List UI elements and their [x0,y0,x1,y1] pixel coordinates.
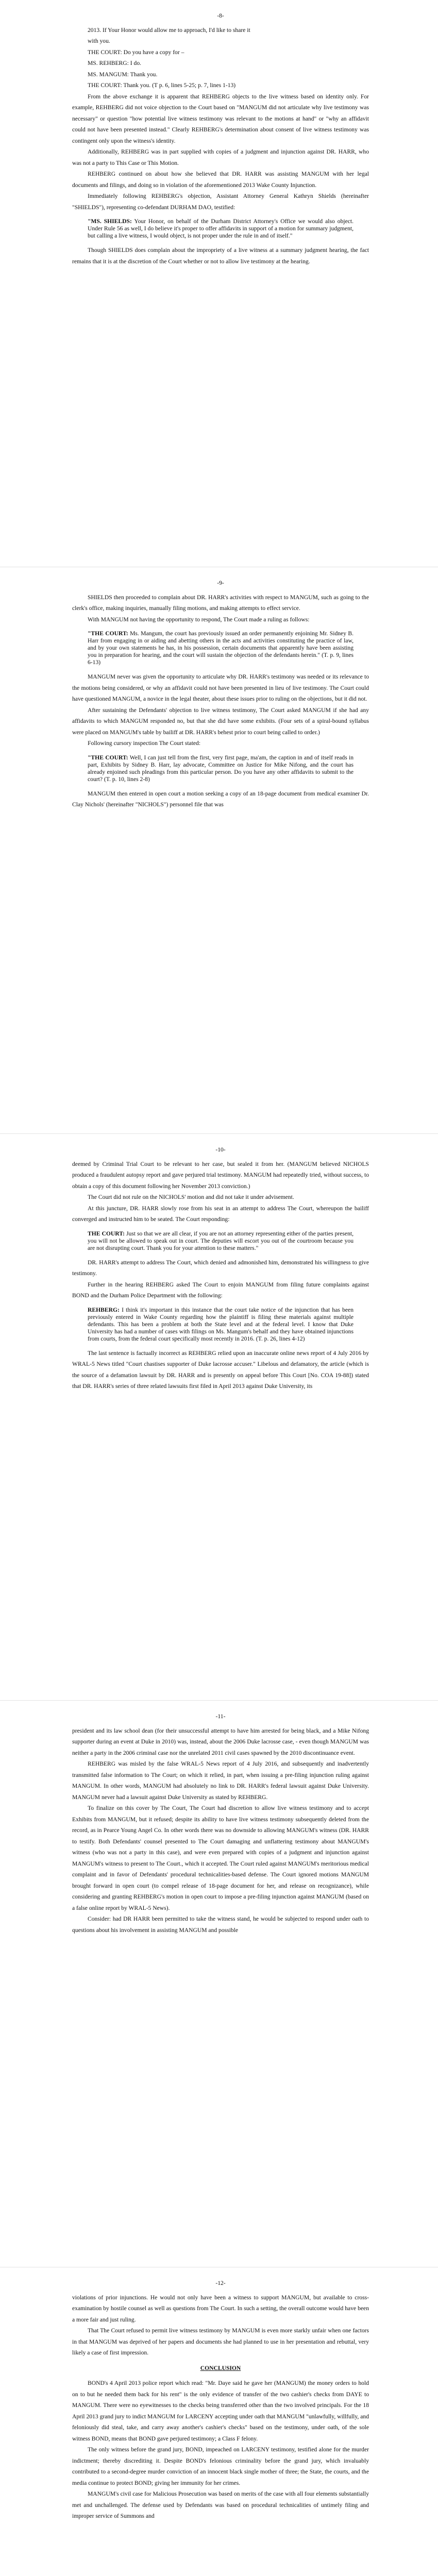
paragraph: DR. HARR's attempt to address The Court, which denied and admonished him, demonstrated his willingness to give testimony. [72,1259,369,1277]
page-number: -11- [215,1713,226,1720]
page-number: -9- [217,580,224,586]
block-quote [88,1230,353,1252]
paragraph: Further in the hearing REHBERG asked The Court to enjoin MANGUM from filing future complaints against BOND and the Durham Police Department with the following: [72,1281,369,1299]
paragraph: The Court did not rule on the NICHOLS' motion and did not take it under advisement. [88,1194,294,1200]
transcript-line: MS. REHBERG: I do. [88,60,142,66]
paragraph-continuation: president and its law school dean (for their unsuccessful attempt to have him arrested for being black, and a Mike Nifong supporter during an event at Duke in 2010) was, instead, about the 2006 Duke lacrosse case, - even though MANGUM was neither a party in the 2006 criminal case nor the unrelated 2011 civil cases spawned by the 2010 discontinuance event. [72,1727,369,1756]
transcript-line: 2013. If Your Honor would allow me to approach, I'd like to share it [88,26,250,33]
page [0,0,438,567]
paragraph: That The Court refused to permit live witness testimony by MANGUM is even more starkly unfair when one factors in that MANGUM was deprived of her papers and documents she had planned to use in her presentation and rebuttal, very likely a case of first impression. [72,2327,369,2356]
paragraph: MANGUM's civil case for Malicious Prosecution was based on merits of the case with all four elements substantially met and unchallenged. The defense used by Defendants was based on procedural technicalities of untimely filing and improper service of Summons and [72,2490,369,2519]
page [0,567,438,1133]
transcript-line: THE COURT: Do you have a copy for – [88,48,184,56]
section-heading: CONCLUSION [200,2364,241,2371]
paragraph: Though SHIELDS does complain about the impropriety of a live witness at a summary judgment hearing, the fact remains that it is at the discretion of the Court whether or not to allow live testimony at the hearing. [72,247,369,265]
paragraph: After sustaining the Defendants' objection to live witness testimony, The Court asked MANGUM if she had any affidavits to which MANGUM responded no, but that she did have some exhibits. (Four sets of a spiral-bound syllabus were placed on MANGUM's table by bailiff at DR. HARR's behest prior to court being called to order.) [72,706,369,736]
paragraph-continuation: violations of prior injunctions. He would not only have been a witness to support MANGUM, but available to cross-examination by hostile counsel as well as questions from The Court. In such a setting, the overall outcome would have been a more fair and just ruling. [72,2294,369,2323]
paragraph: Consider: had DR HARR been permitted to take the witness stand, he would be subjected to respond under oath to questions about his involvement in assisting MANGUM and possible [72,1916,369,1934]
paragraph: Immediately following REHBERG's objection, Assistant Attorney General Kathryn Shields (hereinafter "SHIELDS"), representing co-defendant DURHAM DAO, testified: [72,193,369,211]
page [0,2267,438,2576]
transcript-line: THE COURT: Thank you. (T p. 6, lines 5-25; p. 7, lines 1-13) [88,82,236,89]
quote-speaker: REHBERG: [88,1306,120,1313]
paragraph: BOND's 4 April 2013 police report which read: "Mr. Daye said he gave her (MANGUM) the money orders to hold on to but he needed them back for his rent" is the only evidence of transfer of the two cashier's checks from DAYE to MANGUM. There were no eyewitnesses to the checks being transferred other than the two involved principals. For the 18 April 2013 grand jury to indict MANGUM for LARCENY accepting under oath that MANGUM "unlawfully, willfully, and feloniously did steal, take, and carry away another's cashier's checks" based on the testimony, under oath, of the sole witness BOND, means that BOND gave perjured testimony; a Class F felony. [72,2380,369,2442]
paragraph: Additionally, REHBERG was in part supplied with copies of a judgment and injunction against DR. HARR, who was not a party to This Case or This Motion. [72,148,369,166]
quote-text: I think it's important in this instance that the court take notice of the injunction that has been previously entered in Wake County regarding how the plaintiff is filing these materials against multiple defendants. This has been a problem at both the State level and at the federal level. I know that Duke University has had a number of cases with filings on Ms. Mangum's behalf and they have obtained injunctions from courts, from the federal court specifically most recently in 2016. (T. p. 26, lines 4-12) [88,1306,353,1342]
paragraph: At this juncture, DR. HARR slowly rose from his seat in an attempt to address The Court, whereupon the bailiff converged and instructed him to be seated. The Court responding: [72,1205,369,1223]
page-number: -8- [217,12,224,19]
paragraph: SHIELDS then proceeded to complain about DR. HARR's activities with respect to MANGUM, such as going to the clerk's office, making inquiries, manually filing motions, and making attempts to effect service. [72,594,369,612]
page-number: -12- [215,2280,226,2286]
block-quote [88,1307,353,1343]
page [0,1133,438,1700]
quote-text: Just so that we are all clear, if you are not an attorney representing either of the parties present, you will not be allowed to speak out in court. The deputies will escort you out of the courtroom because you are not disrupting court. Thank you for your attention to these matters." [88,1230,353,1251]
quote-text: Ms. Mangum, the court has previously issued an order permanently enjoining Mr. Sidney B. Harr from engaging in or aiding and abetting others in the acts and activities constituting the practice of law, and by your own statements he has, in his possession, certain documents that apparently have been assisting you in preparation for hearing, and the court will sustain the objection of the defendants herein." (T. p. 9, lines 6-13) [88,630,353,666]
quote-text: Well, I can just tell from the first, very first page, ma'am, the caption in and of itself reads in part, Exhibits by Sidney B. Harr, lay advocate, Committee on Justice for Mike Nifong, and the court has already enjoined such pleadings from this particular person. Do you have any other affidavits to submit to the court? (T. p. 10, lines 2-8) [88,754,353,783]
paragraph-continuation: deemed by Criminal Trial Court to be relevant to her case, but sealed it from her. (MANGUM believed NICHOLS produced a fraudulent autopsy report and gave perjured trial testimony. MANGUM had repeatedly tried, without success, to obtain a copy of this document following her November 2013 conviction.) [72,1160,369,1190]
block-quote [88,218,353,240]
quote-text: Your Honor, on behalf of the Durham District Attorney's Office we would also object. Under Rule 56 as well, I do believe it's proper to offer affidavits in support of a motion for summary judgment, but calling a live witness, I would object, is not proper under the rule in and of itself." [88,218,354,239]
quote-speaker: "THE COURT: [88,754,128,761]
page [0,1700,438,2267]
paragraph: The only witness before the grand jury, BOND, impeached on LARCENY testimony, testified alone for the murder indictment; thereby discrediting it. Despite BOND's felonious criminality before the grand jury, which invaluably contributed to a second-degree murder conviction of an innocent black single mother of three; the State, the courts, and the media continue to protect BOND; giving her immunity for her crimes. [72,2446,369,2486]
paragraph: Following cursory inspection The Court stated: [88,740,201,747]
block-quote [88,754,353,783]
paragraph: MANGUM never was given the opportunity to articulate why DR. HARR's testimony was needed or its relevance to the motions being considered, or why an affidavit could not have been presented in lieu of live testimony. The Court could have questioned MANGUM, a novice in the legal theater, about these issues prior to ruling on the objections, but it did not. [72,673,369,702]
quote-speaker: THE COURT: [88,1230,125,1237]
paragraph: The last sentence is factually incorrect as REHBERG relied upon an inaccurate online news report of 4 July 2016 by WRAL-5 News titled "Court chastises supporter of Duke lacrosse accuser." Libelous and defamatory, the article (which is the source of a defamation lawsuit by DR. HARR and is presently on appeal before This Court [No. COA 19-88]) stated that DR. HARR's series of three related lawsuits first filed in April 2013 against Duke University, its [72,1349,369,1389]
paragraph: REHBERG was misled by the false WRAL-5 News report of 4 July 2016, and subsequently and inadvertently transmitted false information to The Court; on which it relied, in part, when issuing a pre-filing injunction ruling against MANGUM. In other words, MANGUM had absolutely no link to DR. HARR's federal lawsuit against Duke University. MANGUM never had a lawsuit against Duke University as stated by REHBERG. [72,1760,369,1801]
quote-speaker: "MS. SHIELDS: [88,218,132,225]
block-quote [88,630,353,666]
paragraph: REHBERG continued on about how she believed that DR. HARR was assisting MANGUM with her legal documents and filings, and doing so in violation of the aforementioned 2013 Wake County Injunction. [72,171,369,189]
paragraph: From the above exchange it is apparent that REHBERG objects to the live witness based on identity only. For example, REHBERG did not voice objection to the Court based on "MANGUM did not articulate why live testimony was necessary" or question "how potential live witness testimony was relevant to the motions at hand" or "why an affidavit could not have been presented instead." Clearly REHBERG's determination about consent of live witness testimony was contingent only upon the witness's identity. [72,93,369,144]
paragraph: With MANGUM not having the opportunity to respond, The Court made a ruling as follows: [88,616,310,623]
transcript-line: with you. [88,38,110,44]
quote-speaker: "THE COURT: [88,630,128,637]
paragraph: To finalize on this cover by The Court, The Court had discretion to allow live witness testimony and to accept Exhibits from MANGUM, but it refused; despite its ability to have live witness testimony subsequently deleted from the record, as in Pearce Young Angel Co. In other words there was no downside to allowing MANGUM's witness (DR. HARR to testify. Both Defendants' counsel presented to The Court damaging and unflattering testimony about MANGUM's witness (who was not a party in this case), and were even prepared with copies of a judgment and injunction against MANGUM's witness to present to The Court., which it accepted. The Court ruled against MANGUM's meritorious medical complaint and in favor of Defendants' procedural technicalities-based defense. The Court ignored motions MANGUM brought forward in open court (to compel release of 18-page document for her, and release on recognizance), while considering and granting REHBERG's motion in open court to impose a pre-filing injunction against MANGUM (based on a false online report by WRAL-5 News). [72,1805,369,1911]
page-number: -10- [215,1146,226,1153]
paragraph: MANGUM then entered in open court a motion seeking a copy of an 18-page document from medical examiner Dr. Clay Nichols' (hereinafter "NICHOLS") personnel file that was [72,790,369,808]
transcript-line: MS. MANGUM: Thank you. [88,71,158,78]
